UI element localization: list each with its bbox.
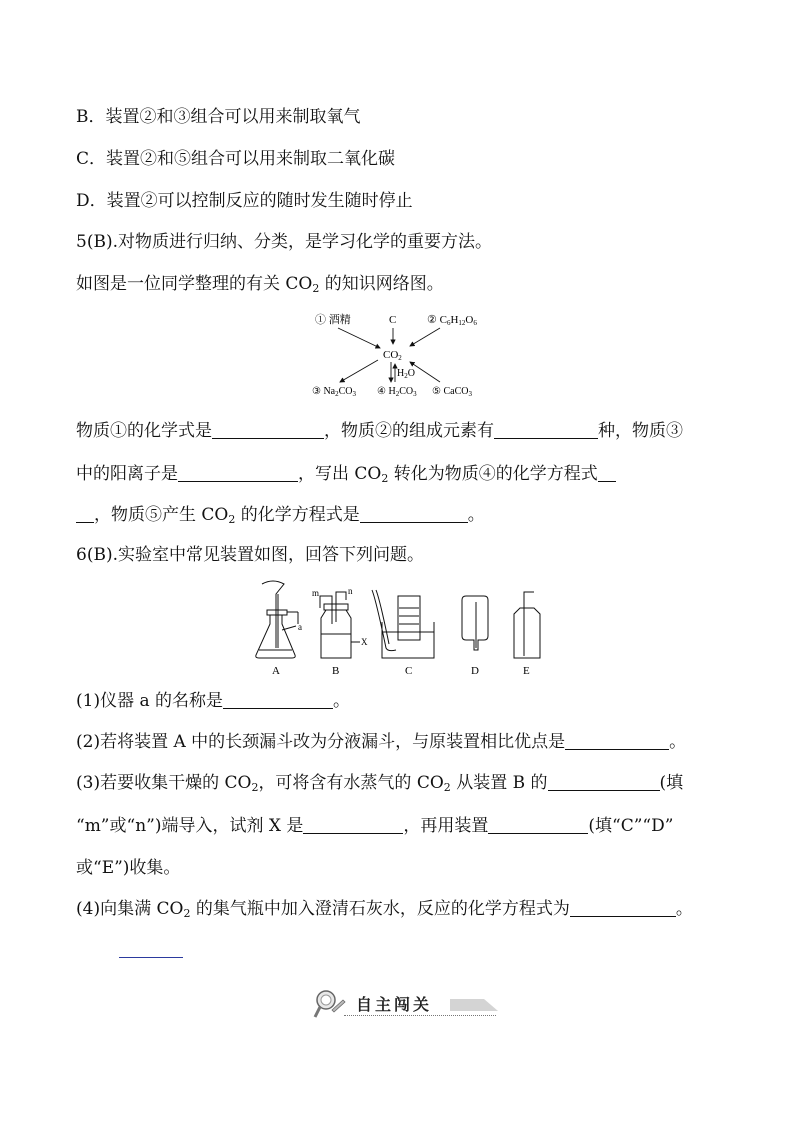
option-b: B．装置②和③组合可以用来制取氧气 <box>76 107 361 127</box>
q6-part-4: (4)向集满 $CO_2$ 的集气瓶中加入澄清石灰水，反应的化学方程式为 。 <box>76 899 693 920</box>
answer-blank-2[interactable] <box>494 420 598 439</box>
option-d: D．装置②可以控制反应的随时发生随时停止 <box>76 191 413 211</box>
lab-apparatus-figure <box>248 578 548 676</box>
node-calcium-carbonate: ⑤ CaCO$_3$ <box>432 386 472 398</box>
link-underline[interactable] <box>119 957 183 958</box>
answer-blank-3[interactable] <box>178 463 298 482</box>
mark-n: n <box>348 586 353 596</box>
answer-blank-1[interactable] <box>212 420 324 439</box>
mark-m: m <box>312 588 320 598</box>
label-water: $H_2O$ <box>397 368 415 380</box>
q6-intro: 6(B).实验室中常见装置如图，回答下列问题。 <box>76 545 424 565</box>
q6-part-2: (2)若将装置 A 中的长颈漏斗改为分液漏斗，与原装置相比优点是 。 <box>76 732 687 752</box>
label-b: B <box>332 665 340 676</box>
q5-intro-2: 如图是一位同学整理的有关 $CO_2$ 的知识网络图。 <box>76 274 444 295</box>
answer-blank-5[interactable] <box>360 504 468 523</box>
node-carbon: C <box>389 314 397 326</box>
arrow-glucose-co2 <box>410 328 440 346</box>
node-sodium-carbonate: ③ $Na_2CO_3$ <box>312 386 357 398</box>
mark-a: a <box>298 622 302 632</box>
co2-network-diagram <box>290 306 500 398</box>
apparatus-c <box>372 590 434 658</box>
q6-part-1: (1)仪器 a 的名称是 。 <box>76 691 351 711</box>
q5-line-3: ，物质⑤产生 $CO_2$ 的化学方程式是 。 <box>76 503 485 527</box>
answer-blank-10[interactable] <box>488 815 588 834</box>
answer-blank-9[interactable] <box>303 815 403 834</box>
q5-line-2: 中的阳离子是 ，写出 $CO_2$ 转化为物质④的化学方程式 <box>76 462 616 486</box>
apparatus-b <box>320 592 360 658</box>
mark-x: X <box>361 637 368 647</box>
magnifier-pencil-icon <box>312 988 346 1020</box>
answer-blank-11[interactable] <box>570 898 676 917</box>
apparatus-a <box>256 581 298 658</box>
banner-title: 自主闯关 <box>356 995 433 1014</box>
apparatus-e <box>514 592 540 658</box>
node-alcohol: ① 酒精 <box>315 314 351 326</box>
section-banner <box>312 988 502 1022</box>
label-d: D <box>471 665 479 676</box>
label-c: C <box>405 665 413 676</box>
apparatus-d <box>462 596 488 650</box>
answer-blank-4b[interactable] <box>76 504 94 523</box>
node-carbonic-acid: ④ $H_2CO_3$ <box>377 386 417 398</box>
banner-dotted-rule <box>344 1015 496 1016</box>
q6-part-3: (3)若要收集干燥的 $CO_2$，可将含有水蒸气的 $CO_2$ 从装置 B 的 (填 <box>76 773 684 794</box>
answer-blank-6[interactable] <box>223 690 333 709</box>
option-c: C．装置②和⑤组合可以用来制取二氧化碳 <box>76 149 396 169</box>
arrow-co2-to-na2co3 <box>340 360 378 382</box>
answer-blank-8[interactable] <box>548 772 660 791</box>
node-co2: CO2 <box>383 349 402 362</box>
q5-intro: 5(B).对物质进行归纳、分类，是学习化学的重要方法。 <box>76 232 492 252</box>
answer-blank-7[interactable] <box>565 731 669 750</box>
label-a: A <box>272 665 280 676</box>
node-glucose: ② C6H12O6 <box>427 314 477 327</box>
q6-part-3-line-3: 或“E”)收集。 <box>76 858 181 878</box>
banner-tab-shape <box>450 997 510 1011</box>
q6-part-3-line-2: “m”或“n”)端导入，试剂 X 是 ，再用装置 (填“C”“D” <box>76 816 674 836</box>
answer-blank-4a[interactable] <box>598 463 616 482</box>
q5-line-1: 物质①的化学式是 ，物质②的组成元素有 种，物质③ <box>76 421 683 441</box>
label-e: E <box>523 665 530 676</box>
arrow-alcohol-to-co2 <box>338 328 380 348</box>
